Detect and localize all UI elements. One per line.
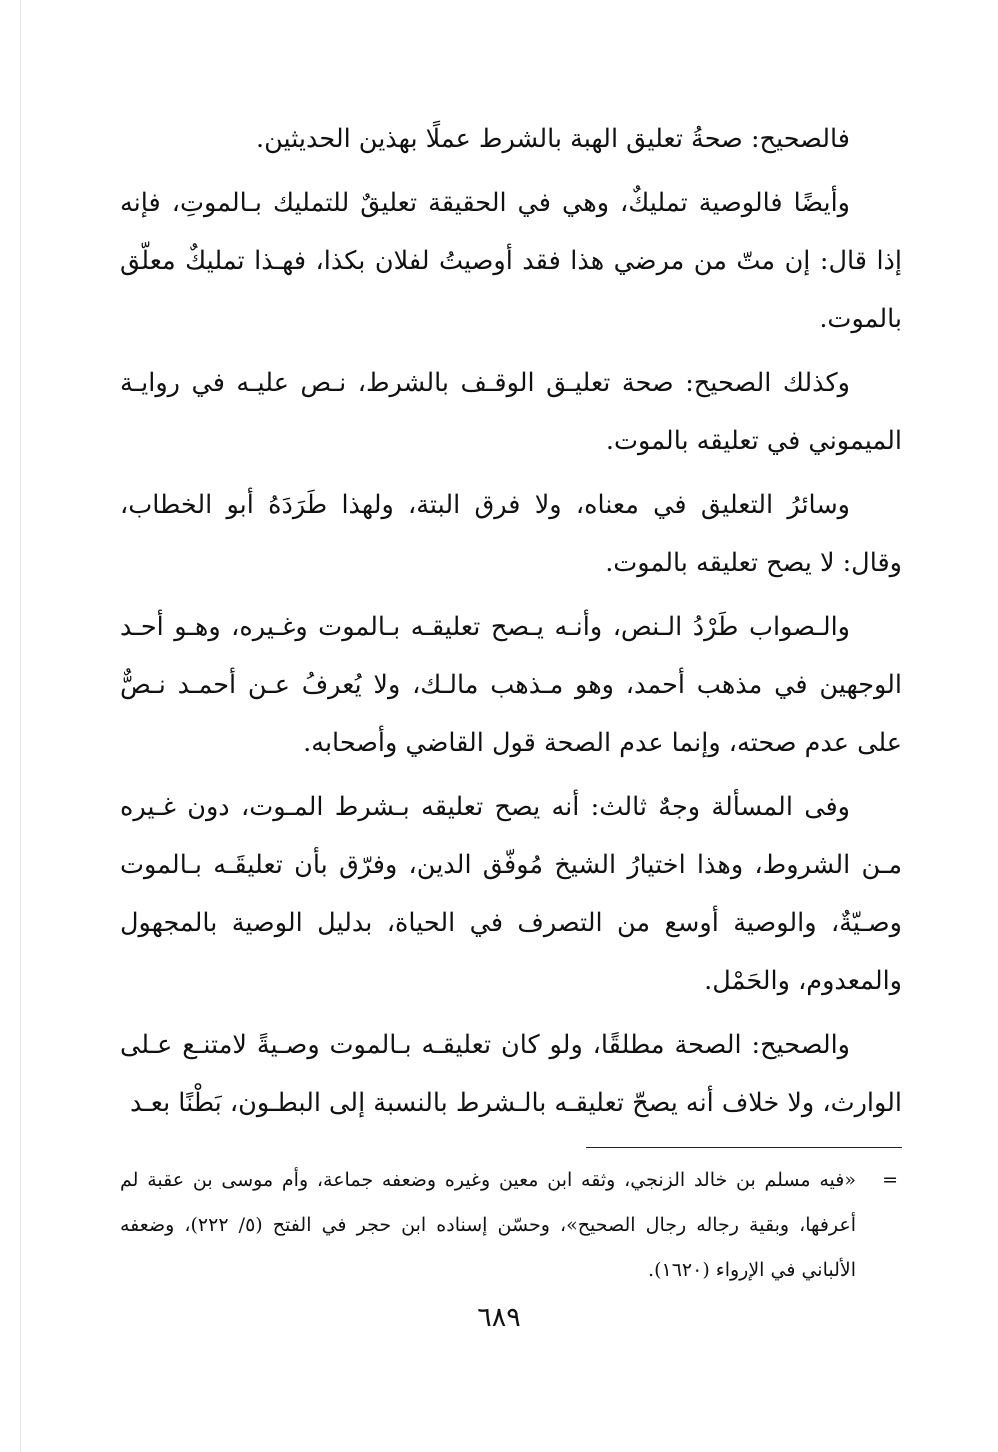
paragraph: وسائرُ التعليق في معناه، ولا فرق البتة، ولهذا طَرَدَهُ أبو الخطاب، وقال: لا يصح تعليقه بالموت. bbox=[120, 490, 902, 578]
paragraph: وأيضًا فالوصية تمليكٌ، وهي في الحقيقة تعليقٌ للتمليك بـالموتِ، فإنه إذا قال: إن متّ من مرضي هذا فقد أوصيتُ لفلان بكذا، فهـذا تمليكٌ معلّق بالموت. bbox=[120, 188, 902, 334]
paragraph: وفى المسألة وجهٌ ثالث: أنه يصح تعليقه بـشرط المـوت، دون غـيره مـن الشروط، وهذا اختيارُ الشيخ مُوفّق الدين، وفرّق بأن تعليقَـه بـالموت وصـيّةٌ، والوصية أوسع من التصرف في الحياة، بدليل الوصية بالمجهول والمعدوم، والحَمْل. bbox=[120, 792, 902, 996]
footnote-separator bbox=[586, 1147, 902, 1148]
page-edge-line bbox=[20, 0, 21, 1452]
paragraph: وكذلك الصحيح: صحة تعليـق الوقـف بالشرط، نـص عليـه في روايـة الميموني في تعليقه بالموت. bbox=[120, 368, 902, 456]
footnote-marker: = bbox=[882, 1169, 898, 1191]
footnote bbox=[120, 1158, 902, 1293]
page-number: ٦٨٩ bbox=[477, 1302, 521, 1333]
paragraph: والصحيح: الصحة مطلقًا، ولو كان تعليقـه بـالموت وصـيةً لامتنـع عـلى الوارث، ولا خلاف أنه يصحّ تعليقـه بالـشرط بالنسبة إلى البطـون، بَطْنًا بعـد bbox=[120, 1030, 902, 1118]
paragraph: والـصواب طَرْدُ الـنص، وأنـه يـصح تعليقـه بـالموت وغـيره، وهـو أحـد الوجهين في مذهب أحمد، وهو مـذهب مالـك، ولا يُعرفُ عـن أحمـد نـصٌّ على عدم صحته، وإنما عدم الصحة قول القاضي وأصحابه. bbox=[120, 612, 902, 758]
main-text bbox=[120, 110, 902, 1138]
footnote-text: «فيه مسلم بن خالد الزنجي، وثقه ابن معين وغيره وضعفه جماعة، وأم موسى بن عقبة لم أعرفها، وبقية رجاله رجال الصحيح»، وحسّن إسناده ابن حجر في الفتح (٥/ ٢٢٢)، وضعفه الألباني في الإرواء (١٦٢٠). bbox=[120, 1169, 856, 1281]
paragraph: فالصحيح: صحةُ تعليق الهبة بالشرط عملًا بهذين الحديثين. bbox=[255, 124, 850, 154]
